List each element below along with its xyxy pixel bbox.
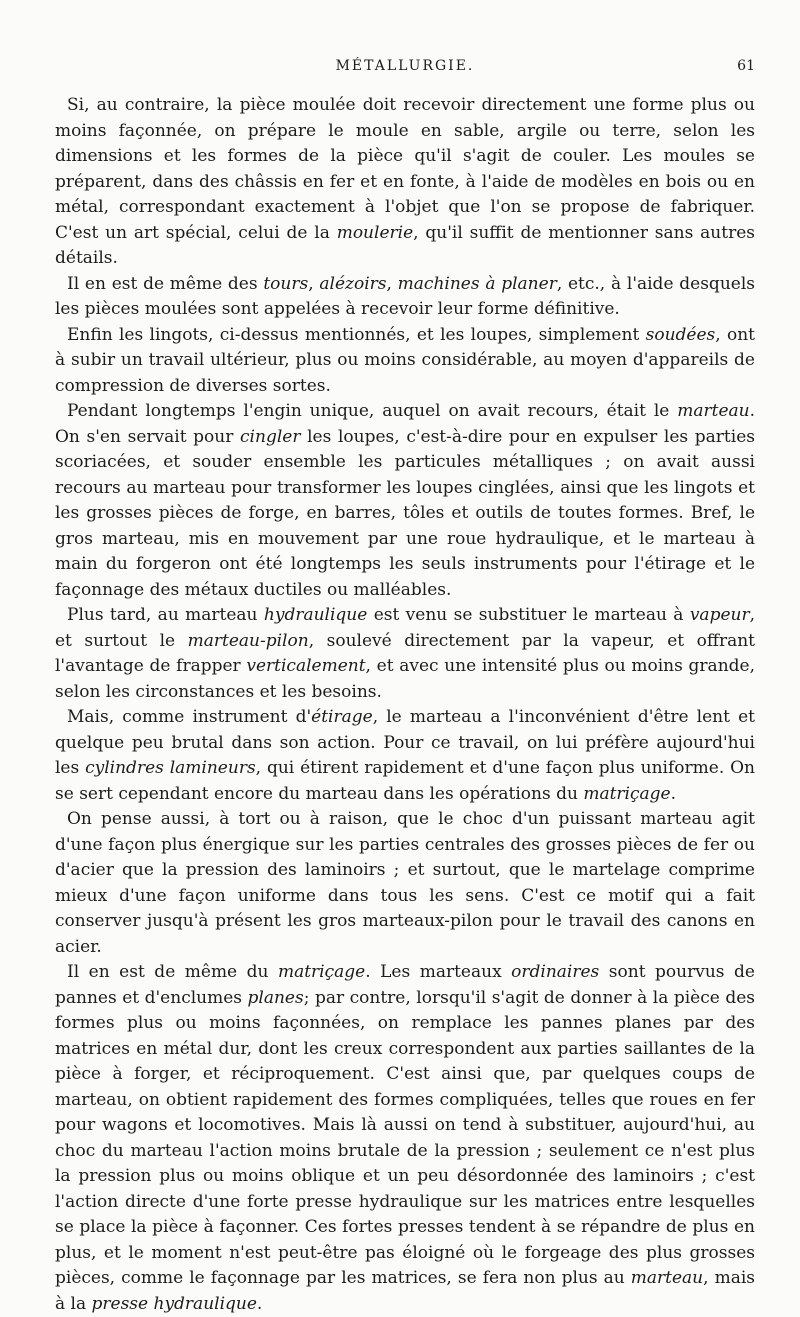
paragraph: Plus tard, au marteau hydraulique est venu se substituer le marteau à vapeur, et surtout le marteau-pilon, soulevé directement par la vapeur, et offrant l'avantage de frapper verticalement, et avec une intensité plus ou moins grande, selon les circonstances et les besoins.: [55, 605, 756, 702]
paragraph: On pense aussi, à tort ou à raison, que le choc d'un puissant marteau agit d'une façon plus énergique sur les parties centrales des grosses pièces de fer ou d'acier que la pression des laminoirs ; et surtout, que le martelage comprime mieux d'une façon uniforme dans tous les sens. C'est ce motif qui a fait conserver jusqu'à présent les gros marteaux-pilon pour le travail des canons en acier.: [55, 809, 755, 957]
paragraph: Si, au contraire, la pièce moulée doit recevoir directement une forme plus ou moins façonnée, on prépare le moule en sable, argile ou terre, selon les dimensions et les formes de la pièce qu'il s'agit de couler. Les moules se préparent, dans des châssis en fer et en fonte, à l'aide de modèles en bois ou en métal, correspondant exactement à l'objet que l'on se propose de fabriquer. C'est un art spécial, celui de la moulerie, qu'il suffit de mentionner sans autres détails.: [55, 95, 756, 268]
paragraph: Il en est de même du matriçage. Les marteaux ordinaires sont pourvus de pannes et d'enclumes planes; par contre, lorsqu'il s'agit de donner à la pièce des formes plus ou moins façonnées, on remplace les pannes planes par des matrices en métal dur, dont les creux correspondent aux parties saillantes de la pièce à forger, et réciproquement. C'est ainsi que, par quelques coups de marteau, on obtient rapidement des formes compliquées, telles que roues en fer pour wagons et locomotives. Mais là aussi on tend à substituer, aujourd'hui, au choc du marteau l'action moins brutale de la pression ; seulement ce n'est plus la pression plus ou moins oblique et un peu désordonnée des laminoirs ; c'est l'action directe d'une forte presse hydraulique sur les matrices entre lesquelles se place la pièce à façonner. Ces fortes presses tendent à se répandre de plus en plus, et le moment n'est peut-être pas éloigné où le forgeage des plus grosses pièces, comme le façonnage par les matrices, se fera non plus au marteau, mais à la presse hydraulique.: [55, 962, 755, 1314]
paragraph: Enfin les lingots, ci-dessus mentionnés, et les loupes, simplement soudées, ont à subir un travail ultérieur, plus ou moins considérable, au moyen d'appareils de compression de diverses sortes.: [55, 324, 755, 396]
page-number: 61: [737, 58, 755, 74]
body-text: [55, 93, 755, 1317]
page-header: [55, 58, 755, 82]
paragraph: Pendant longtemps l'engin unique, auquel on avait recours, était le marteau. On s'en servait pour cingler les loupes, c'est-à-dire pour en expulser les parties scoriacées, et souder ensemble les particules métalliques ; on avait aussi recours au marteau pour transformer les loupes cinglées, ainsi que les lingots et les grosses pièces de forge, en barres, tôles et outils de toutes formes. Bref, le gros marteau, mis en mouvement par une roue hydraulique, et le marteau à main du forgeron ont été longtemps les seuls instruments pour l'étirage et le façonnage des métaux ductiles ou malléables.: [55, 401, 755, 600]
running-head: MÉTALLURGIE.: [335, 58, 475, 74]
paragraph: Mais, comme instrument d'étirage, le marteau a l'inconvénient d'être lent et quelque peu brutal dans son action. Pour ce travail, on lui préfère aujourd'hui les cylindres lamineurs, qui étirent rapidement et d'une façon plus uniforme. On se sert cependant encore du marteau dans les opérations du matriçage.: [55, 707, 755, 804]
paragraph: Il en est de même des tours, alézoirs, machines à planer, etc., à l'aide desquels les pièces moulées sont appelées à recevoir leur forme définitive.: [55, 273, 755, 319]
